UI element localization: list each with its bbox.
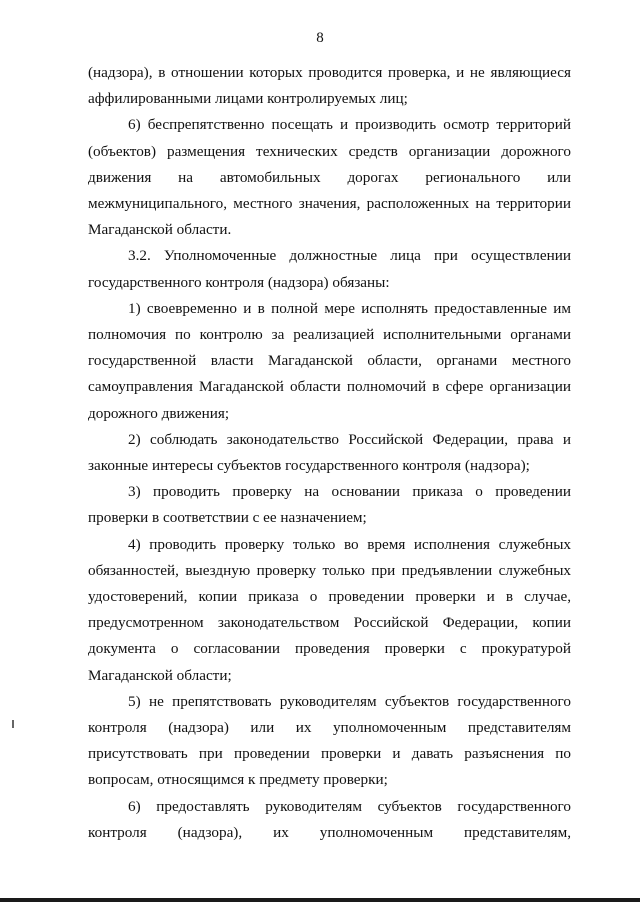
paragraph-item-2: 2) соблюдать законодательство Российской Федерации, права и законные интересы субъектов государственного контроля (надзора); [88, 430, 571, 475]
paragraph-section-3-2: 3.2. Уполномоченные должностные лица при осуществлении государственного контроля (надзора) обязаны: [88, 247, 571, 291]
page-number: 8 [316, 30, 324, 46]
page-bottom-edge [0, 898, 640, 902]
document-body [88, 60, 571, 846]
paragraph-continuation: (надзора), в отношении которых проводится проверка, и не являющиеся аффилированными лицами контролируемых лиц; [88, 64, 571, 108]
scan-artifact [12, 720, 14, 728]
paragraph-item-1: 1) своевременно и в полной мере исполнять предоставленные им полномочия по контролю за реализацией исполнительными органами государственной власти Магаданской области, органами местного самоуправления Магаданской области полномочий в сфере организации дорожного движения; [88, 299, 571, 422]
paragraph-item-3: 3) проводить проверку на основании приказа о проведении проверки в соответствии с ее назначением; [88, 483, 571, 527]
paragraph-item-4: 4) проводить проверку только во время исполнения служебных обязанностей, выездную проверку только при предъявлении служебных удостоверений, копии приказа о проведении проверки и в случае, предусмотренном законодательством Российской Федерации, копии документа о согласовании проведения проверки с прокуратурой Магаданской области; [88, 535, 571, 684]
paragraph-item-5: 5) не препятствовать руководителям субъектов государственного контроля (надзора) или их уполномоченным представителям присутствовать при проведении проверки и давать разъяснения по вопросам, относящимся к предмету проверки; [88, 692, 571, 789]
paragraph-item-6: 6) беспрепятственно посещать и производить осмотр территорий (объектов) размещения технических средств организации дорожного движения на автомобильных дорогах регионального или межмуниципального, местного значения, расположенных на территории Магаданской области. [88, 116, 571, 239]
paragraph-item-6b: 6) предоставлять руководителям субъектов государственного контроля (надзора), их уполномоченным представителям, [88, 797, 571, 841]
